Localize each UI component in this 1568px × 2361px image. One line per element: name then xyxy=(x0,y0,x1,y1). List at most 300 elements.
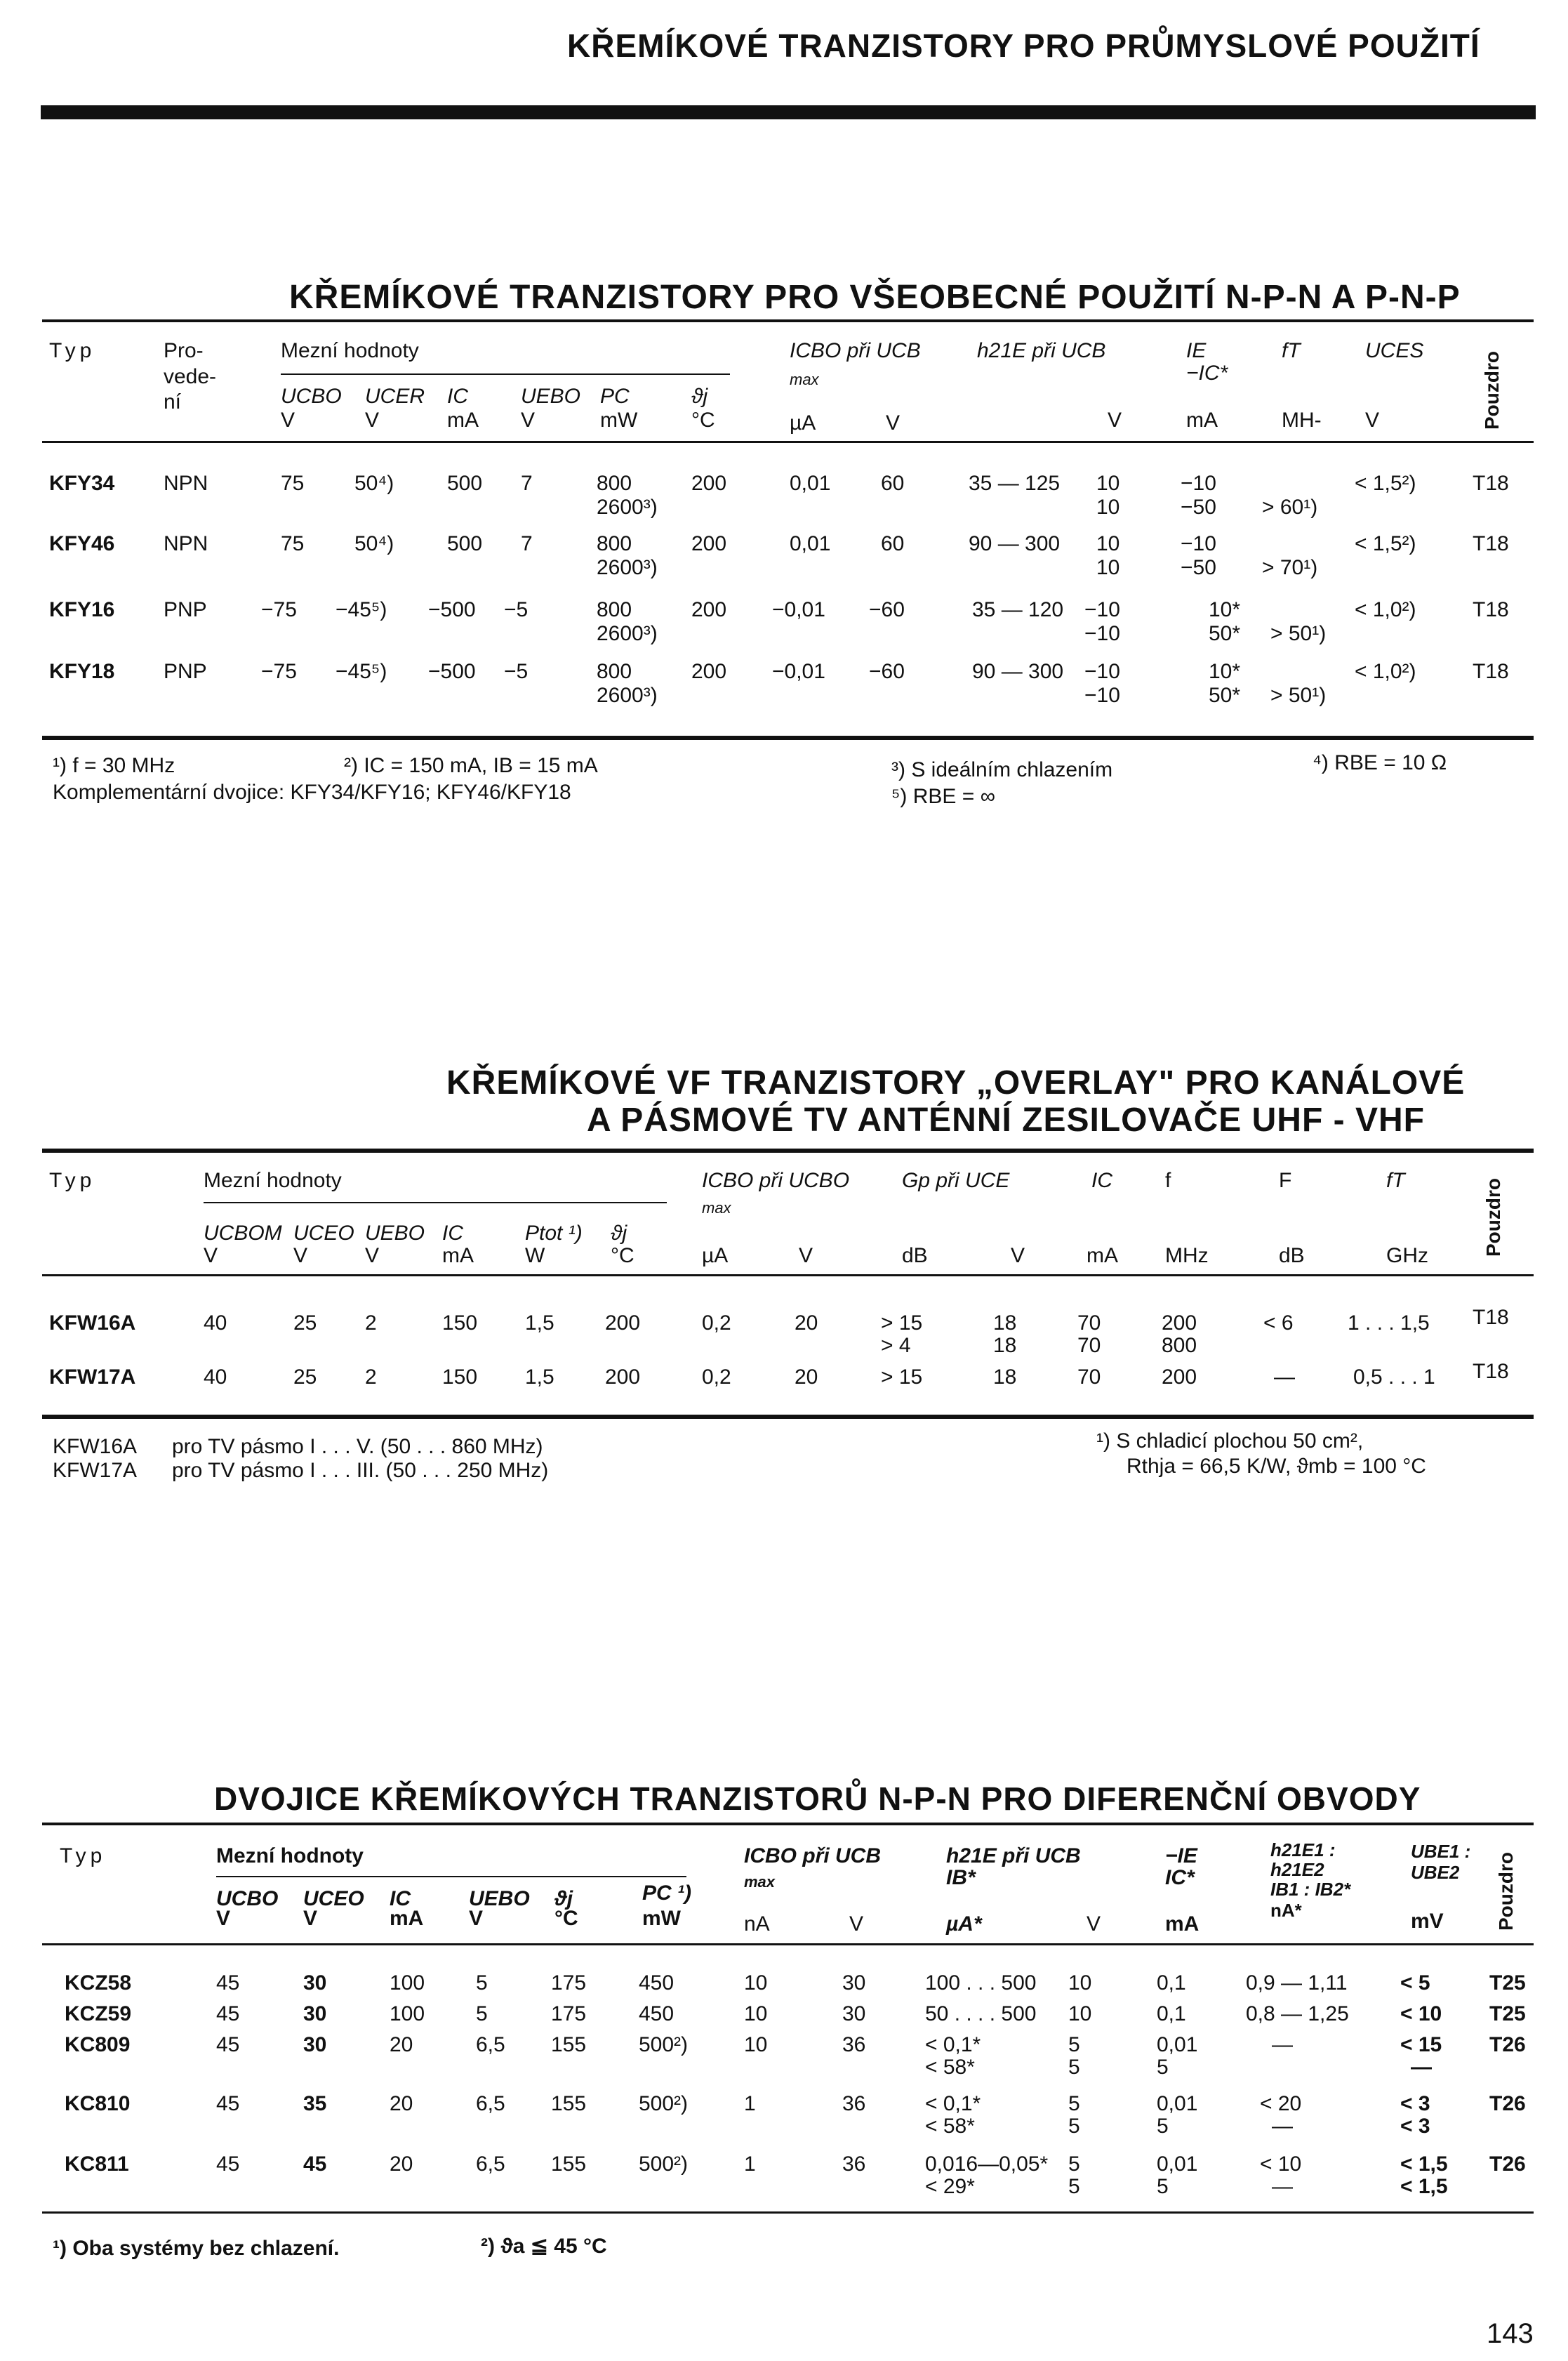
s2-u-ghz: GHz xyxy=(1386,1244,1428,1267)
s3-pc: 450 xyxy=(639,2002,675,2025)
s1-pouzdro: T18 xyxy=(1473,598,1509,621)
s3-tj: 175 xyxy=(551,2002,587,2025)
s2-icbo: 0,2 xyxy=(702,1365,731,1389)
s2-uebo: 2 xyxy=(365,1311,377,1335)
s1-h-ucer: UCER xyxy=(365,385,425,408)
s3-ube2: < 3 xyxy=(1400,2115,1430,2138)
s3-icbo: 1 xyxy=(744,2092,756,2115)
s3-icbo: 10 xyxy=(744,1971,768,1995)
s3-h-h21e2: h21E2 xyxy=(1270,1859,1324,1880)
s2-uebo: 2 xyxy=(365,1365,377,1389)
s2-h-ucbom: UCBOM xyxy=(204,1222,282,1245)
s2-h-pouzdro: Pouzdro xyxy=(1482,1178,1504,1257)
s1-h-pc: PC xyxy=(600,385,630,408)
s1-bottom-rule xyxy=(42,736,1534,740)
s3-u-v5: V xyxy=(1087,1912,1101,1936)
s3-ucbo: 45 xyxy=(216,2033,240,2056)
s1-ucb2: 10 xyxy=(1096,472,1120,495)
s1-h-prov1: Pro- xyxy=(164,339,204,362)
s1-h21e: 90 — 300 xyxy=(972,660,1064,683)
s2-title-rule xyxy=(42,1149,1534,1153)
s1-ie: 10* xyxy=(1209,598,1241,621)
s3-ratio2: — xyxy=(1272,2115,1293,2138)
s1-u-v: V xyxy=(281,409,295,432)
s3-h-mezni: Mezní hodnoty xyxy=(216,1844,364,1867)
s2-ucbom: 40 xyxy=(204,1365,227,1389)
s3-u-c: °C xyxy=(554,1907,578,1930)
s3-ratio: 0,8 — 1,25 xyxy=(1246,2002,1349,2025)
s3-pouzdro: T25 xyxy=(1489,1971,1526,1995)
s1-tj: 200 xyxy=(691,598,727,621)
s1-typ: KFY46 xyxy=(49,532,115,555)
s2-h-tj: ϑj xyxy=(611,1222,627,1245)
s3-u-mv: mV xyxy=(1411,1910,1444,1933)
s2-u-ma2: mA xyxy=(1087,1244,1118,1267)
s1-u-mhz: MH- xyxy=(1282,409,1322,432)
s1-ucb: 60 xyxy=(881,472,905,495)
s1-note-3: ³) S ideálním chlazením xyxy=(891,758,1113,781)
s2-note-l2b: pro TV pásmo I . . . III. (50 . . . 250 MHz) xyxy=(172,1459,549,1482)
s1-h-prov2: vede- xyxy=(164,365,217,388)
s2-ucbo: 20 xyxy=(795,1365,818,1389)
s1-uebo: −5 xyxy=(504,660,529,683)
s3-h21e: 50 . . . . 500 xyxy=(925,2002,1037,2025)
s1-ucbo: 75 xyxy=(281,532,305,555)
s3-u-mw: mW xyxy=(642,1907,681,1930)
s2-gp: > 15 xyxy=(881,1365,923,1389)
s1-h-mezni: Mezní hodnoty xyxy=(281,339,419,362)
s3-ucb: 36 xyxy=(842,2033,866,2056)
s2-ptot: 1,5 xyxy=(525,1365,554,1389)
s3-typ: KCZ58 xyxy=(65,1971,132,1995)
s2-ic2: 70 xyxy=(1077,1365,1101,1389)
s3-h-ube: UBE1 : xyxy=(1411,1841,1471,1862)
s1-pouzdro: T18 xyxy=(1473,532,1509,555)
s3-ic: 20 xyxy=(390,2152,413,2176)
s1-pc: 800 xyxy=(597,472,632,495)
s3-uceo: 30 xyxy=(303,2033,327,2056)
s3-typ: KC809 xyxy=(65,2033,131,2056)
s3-tj: 155 xyxy=(551,2033,587,2056)
s2-h-ic: IC xyxy=(442,1222,463,1245)
s3-uebo: 5 xyxy=(476,2002,488,2025)
s3-h-ucbo: UCBO xyxy=(216,1887,279,1910)
s1-ucbo: 75 xyxy=(281,472,305,495)
s3-h-max: max xyxy=(744,1873,776,1891)
s3-ic: 20 xyxy=(390,2033,413,2056)
s1-typ: KFY18 xyxy=(49,660,115,683)
s1-pc2: 2600³) xyxy=(597,556,658,579)
s2-tj: 200 xyxy=(605,1365,641,1389)
s2-h-gp: Gp při UCE xyxy=(902,1169,1010,1192)
s1-pc2: 2600³) xyxy=(597,684,658,707)
s1-ic: 500 xyxy=(447,472,483,495)
s2-h-uceo: UCEO xyxy=(293,1222,354,1245)
s3-h-uceo: UCEO xyxy=(303,1887,364,1910)
s2-u-ua: µA xyxy=(702,1244,729,1267)
s3-uceo: 30 xyxy=(303,2002,327,2025)
s3-ucb2b: 5 xyxy=(1068,2056,1080,2079)
s3-uceo: 30 xyxy=(303,1971,327,1995)
s1-note-1: ¹) f = 30 MHz xyxy=(53,754,175,777)
s3-ie: 0,1 xyxy=(1157,1971,1186,1995)
s2-u-v3: V xyxy=(365,1244,380,1267)
s3-h-tj: ϑj xyxy=(554,1887,573,1910)
s3-tj: 175 xyxy=(551,1971,587,1995)
s1-h-uebo: UEBO xyxy=(521,385,581,408)
s3-uebo: 6,5 xyxy=(476,2092,505,2115)
s1-ie: −10 xyxy=(1181,472,1216,495)
s3-pouzdro: T26 xyxy=(1489,2092,1526,2115)
s1-prov: PNP xyxy=(164,660,207,683)
s1-ucer: −45⁵) xyxy=(335,598,387,621)
s3-tj: 155 xyxy=(551,2092,587,2115)
s2-u-mhz: MHz xyxy=(1165,1244,1209,1267)
s3-u-v2: V xyxy=(303,1907,318,1930)
s3-u-ma: mA xyxy=(390,1907,424,1930)
s3-u-na2: nA* xyxy=(1270,1900,1302,1921)
s3-header-rule xyxy=(42,1943,1534,1945)
s2-f: 200 xyxy=(1162,1311,1197,1335)
s3-ucb2b: 5 xyxy=(1068,2115,1080,2138)
s1-note-5: ⁵) RBE = ∞ xyxy=(891,785,996,808)
s1-prov: NPN xyxy=(164,532,208,555)
s1-tj: 200 xyxy=(691,660,727,683)
s1-uces: < 1,5²) xyxy=(1355,532,1416,555)
s1-ft: > 50¹) xyxy=(1270,684,1327,707)
s3-ie: 0,01 xyxy=(1157,2092,1198,2115)
s3-ube2: < 1,5 xyxy=(1400,2175,1448,2198)
s3-h-ic: IC xyxy=(390,1887,411,1910)
s1-ucer: −45⁵) xyxy=(335,660,387,683)
s1-ucb: −60 xyxy=(869,598,905,621)
s3-u-v4: V xyxy=(849,1912,864,1936)
s2-h-max: max xyxy=(702,1199,731,1217)
s3-ratio: — xyxy=(1272,2033,1293,2056)
s3-u-v: V xyxy=(216,1907,231,1930)
s1-u-ma2: mA xyxy=(1186,409,1218,432)
s3-ie2: 5 xyxy=(1157,2115,1169,2138)
s3-pc: 500²) xyxy=(639,2092,689,2115)
s3-h-h21e: h21E při UCB xyxy=(946,1844,1081,1867)
s3-h21e2: < 58* xyxy=(925,2056,975,2079)
s3-bottom-rule xyxy=(42,2211,1534,2214)
s2-ic: 150 xyxy=(442,1365,478,1389)
s1-pouzdro: T18 xyxy=(1473,472,1509,495)
s3-typ: KC811 xyxy=(65,2152,129,2176)
s2-h-f: f xyxy=(1165,1169,1171,1192)
s2-h-ft: fT xyxy=(1386,1169,1405,1192)
s1-ucb2b: −10 xyxy=(1084,684,1120,707)
s3-note-1: ¹) Oba systémy bez chlazení. xyxy=(53,2237,340,2260)
s2-uceo: 25 xyxy=(293,1311,317,1335)
s3-ucbo: 45 xyxy=(216,2002,240,2025)
header-rule xyxy=(41,105,1536,119)
s3-u-na: nA xyxy=(744,1912,770,1936)
s1-h-ft: fT xyxy=(1282,339,1301,362)
s3-ratio: 0,9 — 1,11 xyxy=(1246,1971,1348,1995)
s3-ube: < 5 xyxy=(1400,1971,1430,1995)
s3-ie: 0,01 xyxy=(1157,2033,1198,2056)
s3-h-pouzdro: Pouzdro xyxy=(1495,1852,1517,1931)
s2-tj: 200 xyxy=(605,1311,641,1335)
s2-pouzdro: T18 xyxy=(1473,1360,1509,1383)
s2-F: < 6 xyxy=(1263,1311,1294,1335)
s3-h-h21e1: h21E1 : xyxy=(1270,1839,1336,1860)
s3-ucb: 30 xyxy=(842,1971,866,1995)
s3-h21e: 0,016—0,05* xyxy=(925,2152,1049,2176)
s3-h-ib12: IB1 : IB2* xyxy=(1270,1879,1351,1900)
s1-note-4: ⁴) RBE = 10 Ω xyxy=(1313,751,1447,774)
s2-F: — xyxy=(1274,1365,1295,1389)
s3-ucbo: 45 xyxy=(216,2092,240,2115)
s2-u-v: V xyxy=(204,1244,218,1267)
s1-ie: −10 xyxy=(1181,532,1216,555)
s2-ic2: 70 xyxy=(1077,1311,1101,1335)
s3-uebo: 6,5 xyxy=(476,2152,505,2176)
s2-u-v2: V xyxy=(293,1244,308,1267)
s1-h21e: 90 — 300 xyxy=(969,532,1061,555)
s1-ucb2: −10 xyxy=(1084,660,1120,683)
s1-h-typ: Typ xyxy=(49,339,96,362)
s1-ie: 10* xyxy=(1209,660,1241,683)
s3-typ: KCZ59 xyxy=(65,2002,132,2025)
s3-h-ube2: UBE2 xyxy=(1411,1862,1460,1883)
s1-h-h21e: h21E při UCB xyxy=(977,339,1106,362)
s3-pouzdro: T25 xyxy=(1489,2002,1526,2025)
s1-uces: < 1,0²) xyxy=(1355,660,1416,683)
s1-u-v2: V xyxy=(365,409,380,432)
s3-h-uebo: UEBO xyxy=(469,1887,530,1910)
s3-icbo: 10 xyxy=(744,2002,768,2025)
s2-gp2: > 4 xyxy=(881,1334,911,1357)
s1-ic: −500 xyxy=(428,660,476,683)
s2-uceo: 25 xyxy=(293,1365,317,1389)
s2-u-v5: V xyxy=(1011,1244,1025,1267)
s3-ucb: 36 xyxy=(842,2092,866,2115)
s3-ie: 0,1 xyxy=(1157,2002,1186,2025)
s1-h-prov3: ní xyxy=(164,390,182,414)
s3-ucb2b: 5 xyxy=(1068,2175,1080,2198)
s1-h-uces: UCES xyxy=(1365,339,1424,362)
s1-pouzdro: T18 xyxy=(1473,660,1509,683)
s3-h-typ: Typ xyxy=(60,1844,107,1867)
s1-ic: −500 xyxy=(428,598,476,621)
s3-pc: 450 xyxy=(639,1971,675,1995)
s1-ucb2: 10 xyxy=(1096,532,1120,555)
s3-h21e2: < 58* xyxy=(925,2115,975,2138)
page-number: 143 xyxy=(1487,2318,1534,2349)
s1-u-v6: V xyxy=(1365,409,1380,432)
s1-ft: > 50¹) xyxy=(1270,622,1327,645)
s1-ucbo: −75 xyxy=(261,598,297,621)
s3-ie2: 5 xyxy=(1157,2175,1169,2198)
s2-uce2: 18 xyxy=(993,1334,1017,1357)
s3-h21e: < 0,1* xyxy=(925,2092,981,2115)
s2-h-icbo: ICBO při UCBO xyxy=(702,1169,850,1192)
s1-u-v3: V xyxy=(521,409,536,432)
s3-uceo: 45 xyxy=(303,2152,327,2176)
s1-h21e: 35 — 120 xyxy=(972,598,1064,621)
s1-h-ie: IE xyxy=(1186,339,1207,362)
s3-ucb2: 5 xyxy=(1068,2092,1080,2115)
s1-h-pouzdro: Pouzdro xyxy=(1481,351,1503,430)
s3-h21e: 100 . . . 500 xyxy=(925,1971,1037,1995)
s3-ie2: 5 xyxy=(1157,2056,1169,2079)
s2-h-typ: Typ xyxy=(49,1169,96,1192)
section1-title: KŘEMÍKOVÉ TRANZISTORY PRO VŠEOBECNÉ POUŽITÍ N-P-N A P-N-P xyxy=(289,279,1461,316)
s3-ucb: 36 xyxy=(842,2152,866,2176)
s1-uebo: −5 xyxy=(504,598,529,621)
s2-h-uebo: UEBO xyxy=(365,1222,425,1245)
s1-ucb2: −10 xyxy=(1084,598,1120,621)
s3-note-2: ²) ϑa ≦ 45 °C xyxy=(481,2235,607,2258)
s3-ic: 20 xyxy=(390,2092,413,2115)
s3-h-ic2: IC* xyxy=(1165,1866,1195,1889)
s2-note-r1: ¹) S chladicí plochou 50 cm², xyxy=(1096,1429,1364,1453)
s1-ie2: 50* xyxy=(1209,622,1241,645)
s2-note-l1b: pro TV pásmo I . . . V. (50 . . . 860 MHz) xyxy=(172,1435,543,1458)
s3-h21e2: < 29* xyxy=(925,2175,975,2198)
s1-note-kompl: Komplementární dvojice: KFY34/KFY16; KFY46/KFY18 xyxy=(53,781,571,804)
s3-title-rule xyxy=(42,1823,1534,1825)
s3-uceo: 35 xyxy=(303,2092,327,2115)
s1-h-ucbo: UCBO xyxy=(281,385,342,408)
s2-ic: 150 xyxy=(442,1311,478,1335)
s3-typ: KC810 xyxy=(65,2092,131,2115)
s2-h-mezni-rule xyxy=(204,1202,667,1203)
s2-u-v4: V xyxy=(799,1244,813,1267)
s3-ratio2: — xyxy=(1272,2175,1293,2198)
s1-pc: 800 xyxy=(597,598,632,621)
s2-uce: 18 xyxy=(993,1365,1017,1389)
s2-ft: 0,5 . . . 1 xyxy=(1353,1365,1435,1389)
s2-ucbom: 40 xyxy=(204,1311,227,1335)
s1-ft: > 70¹) xyxy=(1262,556,1318,579)
s3-u-ma2: mA xyxy=(1165,1912,1200,1936)
s2-header-rule xyxy=(42,1274,1534,1276)
s1-ucbo: −75 xyxy=(261,660,297,683)
s2-u-c: °C xyxy=(611,1244,634,1267)
s2-note-l1a: KFW16A xyxy=(53,1435,138,1458)
s1-ie2: −50 xyxy=(1181,496,1216,519)
section3-title: DVOJICE KŘEMÍKOVÝCH TRANZISTORŮ N-P-N PRO DIFERENČNÍ OBVODY xyxy=(214,1780,1421,1817)
s2-h-ic2: IC xyxy=(1091,1169,1112,1192)
s3-tj: 155 xyxy=(551,2152,587,2176)
s3-ube: < 10 xyxy=(1400,2002,1442,2025)
s1-ft: > 60¹) xyxy=(1262,496,1318,519)
s1-typ: KFY16 xyxy=(49,598,115,621)
s1-pc2: 2600³) xyxy=(597,622,658,645)
s1-h-icbo: ICBO při UCB xyxy=(790,339,921,362)
s1-prov: PNP xyxy=(164,598,207,621)
s3-ucb2: 5 xyxy=(1068,2152,1080,2176)
s1-u-mw: mW xyxy=(600,409,638,432)
s3-h21e: < 0,1* xyxy=(925,2033,981,2056)
s1-ucb: −60 xyxy=(869,660,905,683)
s3-u-ua: µA* xyxy=(946,1912,982,1936)
s3-ratio: < 10 xyxy=(1260,2152,1302,2176)
s3-ie: 0,01 xyxy=(1157,2152,1198,2176)
s3-h-icbo: ICBO při UCB xyxy=(744,1844,881,1867)
s1-tj: 200 xyxy=(691,532,727,555)
s2-f: 200 xyxy=(1162,1365,1197,1389)
s1-u-ma: mA xyxy=(447,409,479,432)
s1-u-v5: V xyxy=(1108,409,1122,432)
s1-u-c: °C xyxy=(691,409,715,432)
s2-h-mezni: Mezní hodnoty xyxy=(204,1169,342,1192)
s1-ucb2b: 10 xyxy=(1096,556,1120,579)
s1-ucer: 50⁴) xyxy=(354,532,394,555)
s1-uebo: 7 xyxy=(521,472,533,495)
s1-note-2: ²) IC = 150 mA, IB = 15 mA xyxy=(344,754,598,777)
s3-ucb2: 10 xyxy=(1068,2002,1092,2025)
s2-ic2b: 70 xyxy=(1077,1334,1101,1357)
s1-h-mezni-rule xyxy=(281,373,730,375)
s1-typ: KFY34 xyxy=(49,472,115,495)
s2-h-F: F xyxy=(1279,1169,1292,1192)
s3-pc: 500²) xyxy=(639,2033,689,2056)
s2-f2: 800 xyxy=(1162,1334,1197,1357)
s1-tj: 200 xyxy=(691,472,727,495)
s1-uces: < 1,5²) xyxy=(1355,472,1416,495)
s3-ube: < 15 xyxy=(1400,2033,1442,2056)
s3-ube: < 3 xyxy=(1400,2092,1430,2115)
s2-u-w: W xyxy=(525,1244,545,1267)
s2-gp: > 15 xyxy=(881,1311,923,1335)
s3-pouzdro: T26 xyxy=(1489,2033,1526,2056)
s2-u-db: dB xyxy=(902,1244,928,1267)
s3-ratio: < 20 xyxy=(1260,2092,1302,2115)
s1-ucb: 60 xyxy=(881,532,905,555)
s1-ie2: −50 xyxy=(1181,556,1216,579)
s2-bottom-rule xyxy=(42,1415,1534,1419)
s1-u-ua: µA xyxy=(790,411,816,435)
s1-icbo: 0,01 xyxy=(790,472,831,495)
s1-ic: 500 xyxy=(447,532,483,555)
s3-h-ib: IB* xyxy=(946,1866,976,1889)
s3-pc: 500²) xyxy=(639,2152,689,2176)
s2-u-ma: mA xyxy=(442,1244,474,1267)
s3-ucb2: 5 xyxy=(1068,2033,1080,2056)
s1-icbo: −0,01 xyxy=(772,660,825,683)
s1-title-rule xyxy=(42,319,1534,322)
s2-ptot: 1,5 xyxy=(525,1311,554,1335)
s1-uebo: 7 xyxy=(521,532,533,555)
s3-ucbo: 45 xyxy=(216,2152,240,2176)
s2-ucbo: 20 xyxy=(795,1311,818,1335)
s2-typ: KFW17A xyxy=(49,1365,136,1389)
s3-ucbo: 45 xyxy=(216,1971,240,1995)
section2-title-line2: A PÁSMOVÉ TV ANTÉNNÍ ZESILOVAČE UHF - VHF xyxy=(587,1102,1425,1139)
s2-pouzdro: T18 xyxy=(1473,1306,1509,1329)
section2-title-line1: KŘEMÍKOVÉ VF TRANZISTORY „OVERLAY" PRO KANÁLOVÉ xyxy=(446,1064,1466,1102)
s1-h-ic2: −IC* xyxy=(1186,362,1228,385)
s1-header-rule xyxy=(42,441,1534,443)
s1-icbo: 0,01 xyxy=(790,532,831,555)
s3-h-pc: PC ¹) xyxy=(642,1881,691,1905)
s1-icbo: −0,01 xyxy=(772,598,825,621)
s2-icbo: 0,2 xyxy=(702,1311,731,1335)
s3-uebo: 6,5 xyxy=(476,2033,505,2056)
s2-u-db2: dB xyxy=(1279,1244,1305,1267)
s1-pc: 800 xyxy=(597,532,632,555)
s2-ft: 1 . . . 1,5 xyxy=(1348,1311,1430,1335)
s2-typ: KFW16A xyxy=(49,1311,136,1335)
s3-ic: 100 xyxy=(390,2002,425,2025)
s2-uce: 18 xyxy=(993,1311,1017,1335)
s3-ube: < 1,5 xyxy=(1400,2152,1448,2176)
